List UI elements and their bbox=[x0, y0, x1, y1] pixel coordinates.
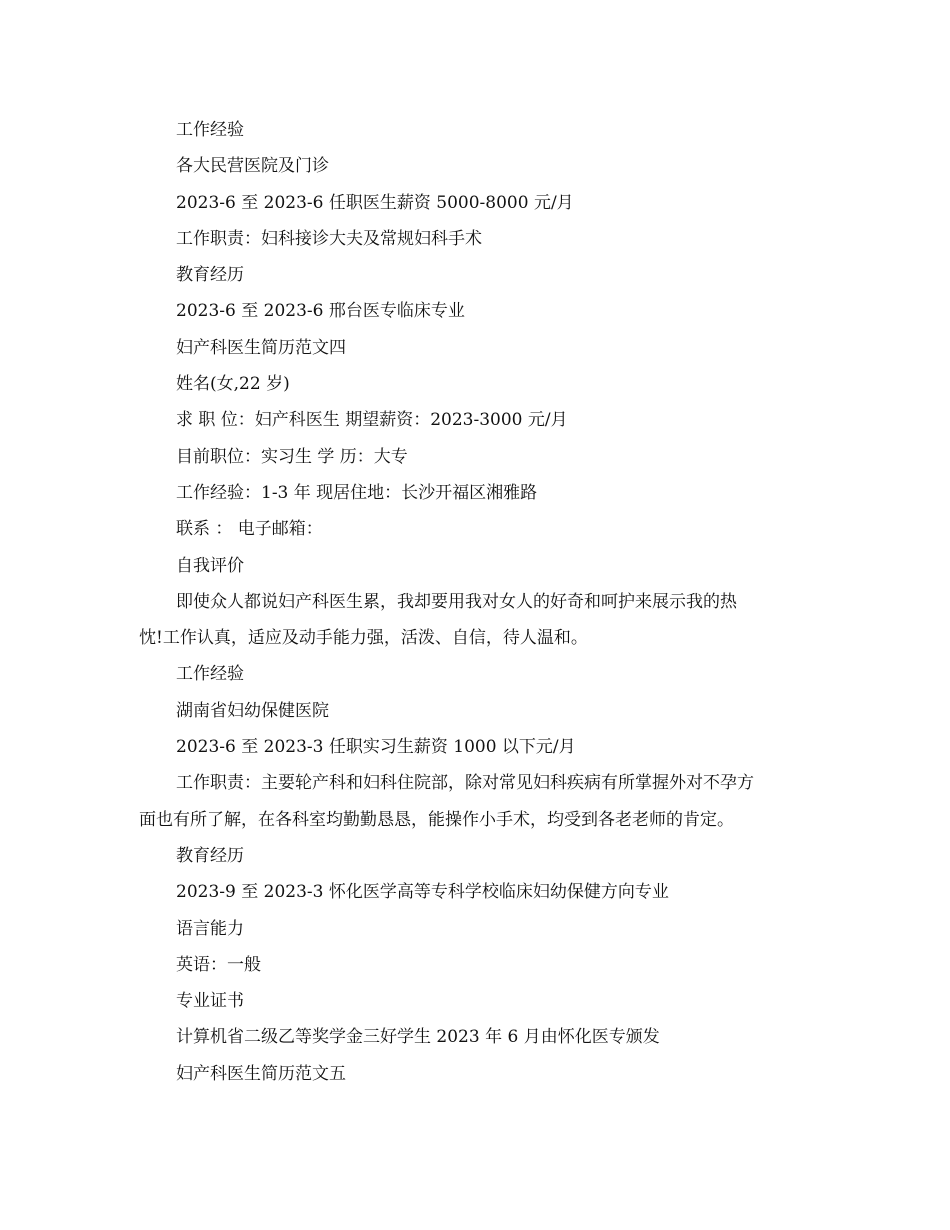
document-body bbox=[139, 117, 829, 1097]
text-line: 工作职责：主要轮产科和妇科住院部，除对常见妇科疾病有所掌握外对不孕方 bbox=[176, 773, 754, 794]
text-line: 2023-9 至 2023-3 怀化医学高等专科学校临床妇幼保健方向专业 bbox=[176, 882, 669, 903]
text-line: 求 职 位：妇产科医生 期望薪资：2023-3000 元/月 bbox=[176, 410, 568, 431]
text-line: 忱!工作认真，适应及动手能力强，活泼、自信，待人温和。 bbox=[139, 628, 588, 649]
text-line: 妇产科医生简历范文五 bbox=[176, 1063, 346, 1084]
text-line: 专业证书 bbox=[176, 991, 244, 1012]
text-line: 工作职责：妇科接诊大夫及常规妇科手术 bbox=[176, 228, 482, 249]
text-line: 面也有所了解，在各科室均勤勤恳恳，能操作小手术，均受到各老老师的肯定。 bbox=[139, 809, 734, 830]
text-line: 2023-6 至 2023-6 邢台医专临床专业 bbox=[176, 301, 465, 322]
text-line: 语言能力 bbox=[176, 918, 244, 939]
text-line: 妇产科医生简历范文四 bbox=[176, 337, 346, 358]
text-line: 各大民营医院及门诊 bbox=[176, 156, 329, 177]
text-line: 工作经验 bbox=[176, 120, 244, 140]
text-line: 即使众人都说妇产科医生累，我却要用我对女人的好奇和呵护来展示我的热 bbox=[176, 591, 737, 612]
text-line: 2023-6 至 2023-3 任职实习生薪资 1000 以下元/月 bbox=[176, 737, 576, 758]
text-line: 计算机省二级乙等奖学金三好学生 2023 年 6 月由怀化医专颁发 bbox=[176, 1027, 660, 1048]
text-line: 湖南省妇幼保健医院 bbox=[176, 700, 329, 721]
text-line: 自我评价 bbox=[176, 555, 244, 576]
text-line: 目前职位：实习生 学 历：大专 bbox=[176, 446, 408, 467]
text-line: 工作经验 bbox=[176, 664, 244, 685]
text-line: 教育经历 bbox=[176, 845, 244, 866]
text-line: 教育经历 bbox=[176, 265, 244, 286]
text-line: 联系 ： 电子邮箱： bbox=[176, 519, 323, 540]
text-line: 姓名(女,22 岁) bbox=[176, 374, 290, 395]
text-line: 英语：一般 bbox=[176, 954, 261, 975]
text-line: 工作经验：1-3 年 现居住地：长沙开福区湘雅路 bbox=[176, 482, 538, 503]
text-line: 2023-6 至 2023-6 任职医生薪资 5000-8000 元/月 bbox=[176, 192, 574, 213]
